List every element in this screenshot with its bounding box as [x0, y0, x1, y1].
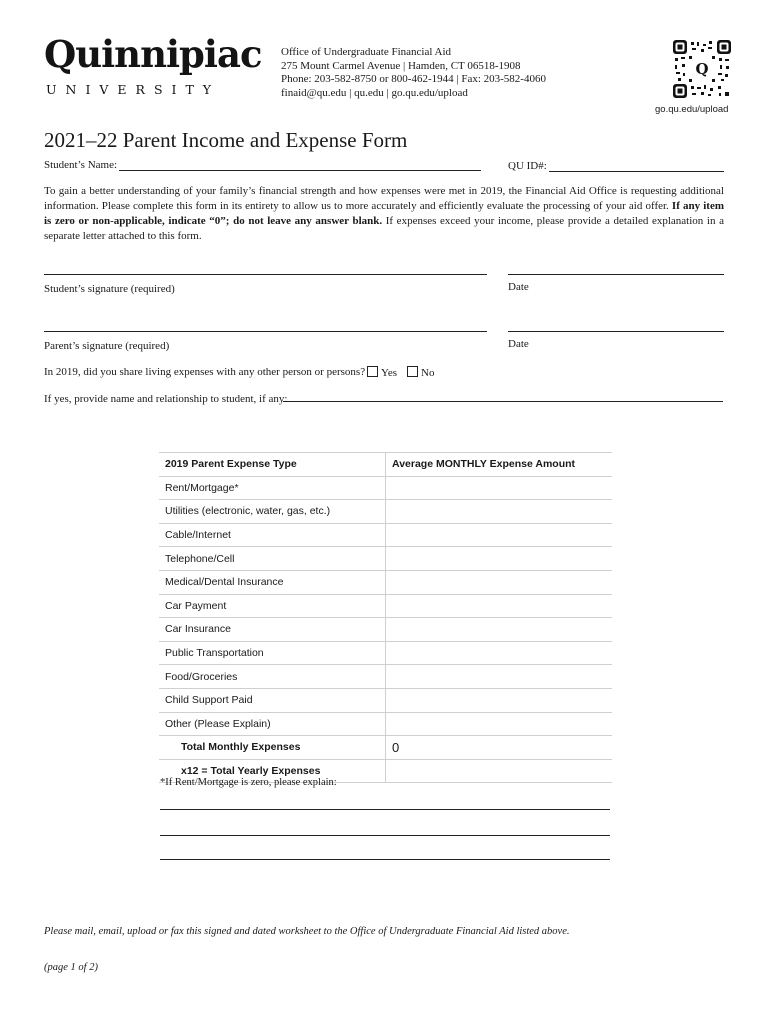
submission-instructions: Please mail, email, upload or fax this signed and dated worksheet to the Office of Undergraduate Financial Aid listed above.: [44, 926, 570, 937]
expense-type-cell: Telephone/Cell: [159, 547, 386, 571]
table-row: [159, 665, 612, 689]
total-yearly-value[interactable]: [386, 759, 613, 783]
expense-type-cell: Car Insurance: [159, 618, 386, 642]
table-row: [159, 547, 612, 571]
expense-type-cell: Public Transportation: [159, 641, 386, 665]
explanation-line[interactable]: [160, 859, 610, 860]
student-date-label: Date: [508, 281, 529, 293]
qu-id-label: QU ID#:: [508, 160, 547, 172]
parent-signature-line[interactable]: [44, 331, 487, 332]
yes-checkbox[interactable]: [367, 366, 378, 377]
office-contact-block: [281, 46, 546, 100]
relationship-label: If yes, provide name and relationship to student, if any:: [44, 393, 288, 405]
table-header-row: [159, 453, 612, 477]
shared-expenses-question: In 2019, did you share living expenses with any other person or persons?: [44, 366, 366, 378]
no-option[interactable]: [407, 366, 434, 379]
amount-input[interactable]: [386, 712, 613, 736]
table-row: [159, 476, 612, 500]
expense-type-cell: Rent/Mortgage*: [159, 476, 386, 500]
expense-type-header: 2019 Parent Expense Type: [159, 453, 386, 477]
no-label: No: [421, 367, 435, 379]
table-row: [159, 641, 612, 665]
expense-type-cell: Utilities (electronic, water, gas, etc.): [159, 500, 386, 524]
amount-input[interactable]: [386, 618, 613, 642]
instructions-paragraph: [44, 184, 724, 244]
student-name-field[interactable]: [119, 170, 481, 171]
office-links: finaid@qu.edu | qu.edu | go.qu.edu/upload: [281, 86, 468, 99]
office-name: Office of Undergraduate Financial Aid: [281, 46, 452, 58]
amount-input[interactable]: [386, 547, 613, 571]
qr-code: [673, 40, 731, 98]
explanation-line[interactable]: [160, 809, 610, 810]
qr-center-letter: Q: [695, 60, 709, 78]
amount-input[interactable]: [386, 570, 613, 594]
expense-type-cell: Car Payment: [159, 594, 386, 618]
no-checkbox[interactable]: [407, 366, 418, 377]
amount-input[interactable]: [386, 641, 613, 665]
expense-table: [159, 452, 612, 783]
office-phone: Phone: 203-582-8750 or 800-462-1944 | Fax: 203-582-4060: [281, 73, 546, 85]
parent-date-label: Date: [508, 338, 529, 350]
expense-type-cell: Child Support Paid: [159, 688, 386, 712]
table-row: [159, 594, 612, 618]
relationship-field[interactable]: [283, 401, 723, 402]
amount-input[interactable]: [386, 500, 613, 524]
table-row: [159, 570, 612, 594]
expense-type-cell: Medical/Dental Insurance: [159, 570, 386, 594]
table-row: [159, 688, 612, 712]
table-row: [159, 500, 612, 524]
university-logo-subtitle: UNIVERSITY: [46, 82, 221, 97]
student-name-label: Student’s Name:: [44, 159, 118, 171]
amount-input[interactable]: [386, 523, 613, 547]
student-signature-line[interactable]: [44, 274, 487, 275]
parent-signature-label: Parent’s signature (required): [44, 340, 170, 352]
total-monthly-label: Total Monthly Expenses: [159, 736, 386, 760]
monthly-amount-header: Average MONTHLY Expense Amount: [386, 453, 613, 477]
expense-type-cell: Cable/Internet: [159, 523, 386, 547]
table-row: [159, 523, 612, 547]
instructions-text: To gain a better understanding of your family’s financial strength and how expenses were met in 2019, the Financial Aid Office is requesting additional information. Please complete this form in its entirety to allow us to more accurately and efficiently evaluate the processing of your aid offer.: [44, 185, 724, 212]
table-row: [159, 712, 612, 736]
total-monthly-row: [159, 736, 612, 760]
office-address: 275 Mount Carmel Avenue | Hamden, CT 06518-1908: [281, 59, 521, 72]
parent-date-line[interactable]: [508, 331, 724, 332]
expense-type-cell: Food/Groceries: [159, 665, 386, 689]
amount-input[interactable]: [386, 476, 613, 500]
total-monthly-value[interactable]: 0: [386, 736, 613, 760]
table-row: [159, 618, 612, 642]
amount-input[interactable]: [386, 594, 613, 618]
yes-option[interactable]: [367, 366, 397, 379]
amount-input[interactable]: [386, 665, 613, 689]
expense-type-cell: Other (Please Explain): [159, 712, 386, 736]
university-logo: Quinnipiac: [44, 32, 262, 76]
student-date-line[interactable]: [508, 274, 724, 275]
total-yearly-label: x12 = Total Yearly Expenses: [159, 759, 386, 783]
yes-label: Yes: [381, 367, 398, 379]
qu-id-field[interactable]: [549, 171, 724, 172]
instructions-emphasis: If any item is zero or non-applicable, indicate “0”; do not leave any answer blank.: [44, 200, 724, 227]
rent-explanation-note: *If Rent/Mortgage is zero, please explain:: [160, 777, 337, 788]
page-number: (page 1 of 2): [44, 962, 98, 973]
student-signature-label: Student’s signature (required): [44, 283, 175, 295]
instructions-text-cont: If expenses exceed your income, please provide a detailed explanation in a separate letter attached to this form.: [44, 215, 724, 242]
amount-input[interactable]: [386, 688, 613, 712]
page-title: 2021–22 Parent Income and Expense Form: [44, 128, 408, 152]
explanation-line[interactable]: [160, 835, 610, 836]
qr-caption: go.qu.edu/upload: [655, 104, 729, 115]
